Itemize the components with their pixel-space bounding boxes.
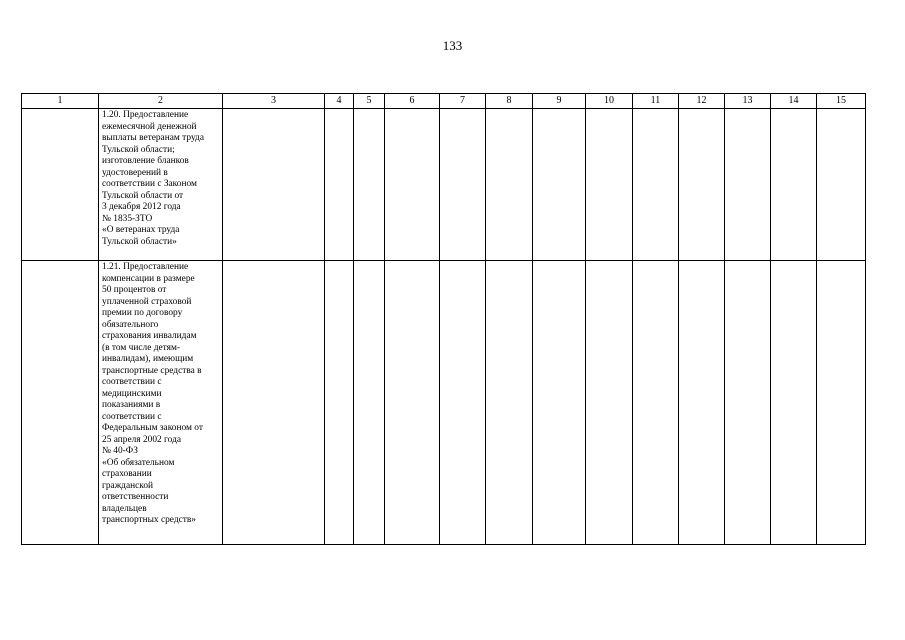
table-cell <box>440 109 486 261</box>
table-cell <box>586 261 633 545</box>
table-cell <box>725 261 771 545</box>
description-line: Тульской области; <box>102 144 175 155</box>
description-line: ответственности <box>102 492 169 502</box>
description-line: показаниями в <box>102 400 161 410</box>
description-line: 50 процентов от <box>102 285 167 295</box>
description-line: обязательного <box>102 319 159 330</box>
description-line: изготовление бланков <box>102 156 189 166</box>
table-cell <box>633 261 679 545</box>
col-header-4: 4 <box>325 94 354 109</box>
col-header-6: 6 <box>385 94 440 109</box>
description-line: компенсации в размере <box>102 273 195 284</box>
table-cell <box>325 109 354 261</box>
table-cell <box>223 261 325 545</box>
table-cell <box>354 109 385 261</box>
description-line: страховании <box>102 469 152 479</box>
table-row <box>22 109 866 261</box>
description-line: ежемесячной денежной <box>102 121 197 132</box>
table-cell <box>679 109 725 261</box>
col-header-8: 8 <box>486 94 533 109</box>
description-line: 1.20. Предоставление <box>102 110 189 120</box>
description-line: 25 апреля 2002 года <box>102 434 182 445</box>
description-line: № 1835-ЗТО <box>102 213 153 224</box>
col-header-1: 1 <box>22 94 99 109</box>
description-line: инвалидам), имеющим <box>102 354 194 364</box>
col-header-13: 13 <box>725 94 771 109</box>
col-header-14: 14 <box>771 94 817 109</box>
description-line: владельцев <box>102 503 147 514</box>
description-line: соответствии с <box>102 411 162 422</box>
table-cell <box>817 109 866 261</box>
description-line: соответствии с Законом <box>102 179 197 189</box>
col-header-10: 10 <box>586 94 633 109</box>
row-description-cell <box>99 109 223 261</box>
table-cell <box>385 109 440 261</box>
description-line: страхования инвалидам <box>102 331 197 341</box>
col-header-12: 12 <box>679 94 725 109</box>
col-header-11: 11 <box>633 94 679 109</box>
table-cell <box>440 261 486 545</box>
description-line: транспортных средств» <box>102 515 196 525</box>
header-row <box>22 94 866 109</box>
table-cell <box>725 109 771 261</box>
row-description <box>99 109 222 248</box>
description-line: уплаченной страховой <box>102 296 192 307</box>
col-header-9: 9 <box>533 94 586 109</box>
table-cell <box>633 109 679 261</box>
col-header-7: 7 <box>440 94 486 109</box>
col-header-2: 2 <box>99 94 223 109</box>
data-table <box>21 93 866 545</box>
table-cell <box>817 261 866 545</box>
col-header-15: 15 <box>817 94 866 109</box>
table-cell <box>679 261 725 545</box>
description-line: транспортные средства в <box>102 365 202 376</box>
table-cell <box>771 109 817 261</box>
description-line: Федеральным законом от <box>102 423 203 433</box>
description-line: Тульской области от <box>102 190 184 201</box>
col-header-3: 3 <box>223 94 325 109</box>
table-cell <box>354 261 385 545</box>
page-number: 133 <box>442 38 463 53</box>
description-line: гражданской <box>102 480 154 491</box>
table-cell <box>325 261 354 545</box>
table-cell <box>586 109 633 261</box>
table-row <box>22 261 866 545</box>
description-line: удостоверений в <box>102 167 168 178</box>
description-line: соответствии с <box>102 377 162 387</box>
table-cell <box>533 261 586 545</box>
table-cell <box>22 261 99 545</box>
table-cell <box>223 109 325 261</box>
description-line: 3 декабря 2012 года <box>102 202 181 212</box>
table-cell <box>533 109 586 261</box>
description-line: Тульской области» <box>102 236 177 247</box>
row-description <box>99 261 222 527</box>
table-cell <box>385 261 440 545</box>
description-line: «О ветеранах труда <box>102 225 180 235</box>
table-cell <box>771 261 817 545</box>
row-description-cell <box>99 261 223 545</box>
description-line: медицинскими <box>102 388 162 399</box>
table-cell <box>486 261 533 545</box>
description-line: «Об обязательном <box>102 457 175 468</box>
description-line: выплаты ветеранам труда <box>102 133 204 143</box>
description-line: (в том числе детям- <box>102 342 180 353</box>
description-line: № 40-ФЗ <box>102 446 138 456</box>
table-cell <box>486 109 533 261</box>
description-line: премии по договору <box>102 308 183 318</box>
col-header-5: 5 <box>354 94 385 109</box>
table-cell <box>22 109 99 261</box>
description-line: 1.21. Предоставление <box>102 262 189 272</box>
